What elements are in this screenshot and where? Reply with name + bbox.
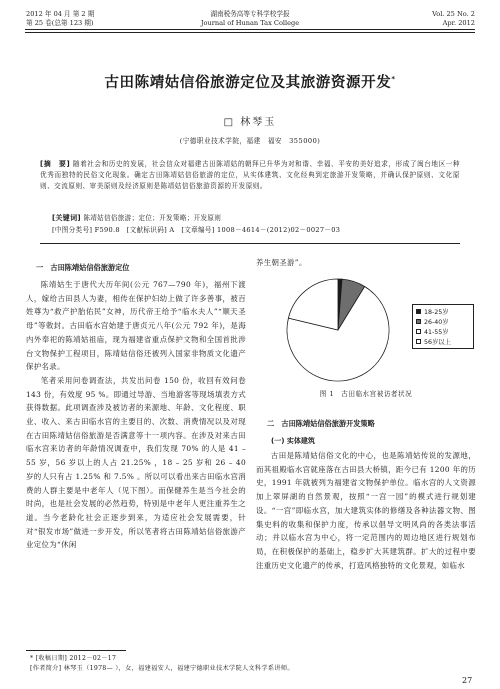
- abstract-text: 随着社会和历史的发展，社会信众对福建古田陈靖姑的朝拜已升华为对和谐、幸福、平安的美好追求，形成了闽台地区一种优秀而独特的民俗文化现象。确定古田陈靖姑信俗旅游的定位，从实体建筑、文化经典到定旅游开发策略，并确认保护原则、文化原则、交流原则、审美原则及经济原则是陈靖姑信俗旅游资源的开发原则。: [40, 160, 461, 190]
- header-journal-cn: 湖南税务高等专科学校学报: [210, 10, 290, 18]
- header-date-en: Apr. 2012: [442, 18, 475, 27]
- header-left: [26, 10, 166, 27]
- legend-swatch: [416, 319, 421, 324]
- keywords-label: [关键词]: [52, 214, 81, 222]
- legend-item: [416, 327, 470, 337]
- legend-swatch: [416, 339, 421, 344]
- right-column-body: [256, 449, 476, 572]
- section-2-heading: 二 古田陈靖姑信俗旅游开发策略: [267, 419, 375, 428]
- figure-1: [256, 272, 476, 384]
- footnote: [30, 654, 470, 674]
- legend-item: [416, 317, 470, 327]
- left-paragraph-1: 陈靖姑生于唐代大历年间(公元 767—790 年)，福州下渡人，嫁给古田县人为妻，相传在保护妇幼上做了许多善事，被百姓尊为“救产护胎佑民”女神，历代帝王给予“临水夫人”“顺天圣母”等敕封。古田临水宫始建于唐贞元八年(公元 792 年)，是海内外奉祀的陈靖姑祖庙，现为福建省重点保护文物和全国首批涉台文物保护工程项目，陈靖姑信俗还被列入国家非物质文化遗产保护名录。: [26, 280, 246, 372]
- legend-item: [416, 336, 470, 346]
- right-top-continuation: [256, 256, 476, 270]
- left-paragraph-2: 笔者采用问卷调查法，共发出问卷 150 份，收回有效问卷 143 份，有效度 95 %。即通过导游、当地游客等现场填表方式获得数据。此项调查涉及被访者的来源地、年龄、文化程度、职业、收入、来古田临水宫的主要目的、次数、消费情况以及对现在古田陈靖姑信俗旅游是否满意等十一项内容。在涉及对来古田临水宫来访者的年龄情况调查中，我们发现 70% 的人是 41 – 55 岁，56 岁以上的人占 21.25% ，18 – 25 岁和 26 – 40 岁的人只有占 1.25% 和 7.5% 。所以可以看出来古田临水宫消费的人群主要是中老年人（见下图）。而保健养生是当今社会的时尚，也是社会发展的必然趋势，特别是中老年人更注重养生之道。当今老龄化社会正逐步到来，为适应社会发展需要，针对“银发市场”做进一步开发，所以笔者将古田陈靖姑信俗旅游产业定位为“休闲: [26, 375, 246, 550]
- footnote-received-text: [收稿日期] 2012－02－17: [35, 655, 117, 662]
- header-journal-en: Journal of Hunan Tax College: [200, 18, 300, 27]
- section-1-heading: 一 古田陈靖姑信俗旅游定位: [36, 263, 130, 272]
- classification-line: [中图分类号] F590.8 [文献标识码] A [文章编号] 1008－4614－(2012)02－0027－03: [52, 226, 341, 234]
- article-title-text: 古田陈靖姑信俗旅游定位及其旅游资源开发: [104, 75, 392, 91]
- legend-swatch: [416, 329, 421, 334]
- footnote-received: [30, 654, 470, 664]
- legend-swatch: [416, 309, 421, 314]
- title-footnote-mark: *: [391, 75, 396, 84]
- footnote-mark: *: [30, 655, 34, 662]
- article-title: [0, 71, 500, 92]
- subsection-1-heading: (一) 实体建筑: [271, 437, 315, 445]
- abstract-label: [摘 要]: [40, 160, 71, 168]
- header-right: [335, 10, 475, 27]
- page-number: 27: [462, 676, 473, 685]
- legend-label: 18-25岁: [424, 309, 449, 317]
- figure-1-caption: 图 1 古田临水宫被访者状况: [319, 390, 413, 398]
- legend-label: 26-40岁: [424, 319, 449, 327]
- left-column-body: [26, 278, 246, 552]
- legend-label: 41-55岁: [424, 328, 449, 336]
- footnote-author-bio: [作者简介] 林琴玉（1978— ），女，福建福安人，福建宁德职业技术学院人文科学系讲师。: [30, 665, 294, 672]
- header-rule-thin: [25, 32, 475, 33]
- header-issue: 2012 年 04 月 第 2 期: [26, 10, 95, 18]
- author-affiliation: (宁德职业技术学院，福建 福安 355000): [179, 137, 321, 145]
- author-name: □ 林琴玉: [223, 117, 277, 128]
- legend-label: 56岁以上: [424, 338, 451, 346]
- header-volume: 第 25 卷(总第 123 期): [26, 18, 94, 27]
- header-center: [150, 10, 350, 27]
- header-vol-en: Vol. 25 No. 2: [432, 10, 475, 18]
- pie-legend: [412, 304, 474, 349]
- right-continuation-text: 养生朝圣游”。: [256, 258, 307, 267]
- header-rule-thick: [25, 29, 475, 30]
- abstract-rule: [40, 243, 460, 244]
- abstract: [40, 159, 460, 192]
- footnote-rule: [26, 650, 126, 651]
- right-paragraph-1: 古田是陈靖姑信俗文化的中心，也是陈靖姑传说的发源地，而其祖殿临水宫就座落在古田县大桥镇，距今已有 1200 年的历史，1991 年就被列为福建省文物保护单位。临水宫的人文资源加上翠屏湖的自然景观，按照“一宫一园”的模式进行规划建设。“一宫”即临水宫，加大建筑实体的修缮及各种法器文物、图集史料的收集和保护力度，传承以倡导文明风尚的各类法事活动；并以临水宫为中心，将一定范围内的周边地区进行规划布局，在积极保护的基础上，稳步扩大其建筑群。扩大的过程中要注重历史文化遗产的传承，打造风格独特的文化景观，如临水: [256, 451, 476, 570]
- legend-item: [416, 307, 470, 317]
- keywords: [52, 213, 472, 223]
- keywords-text: 陈靖姑信俗旅游；定位；开发策略；开发原则: [83, 214, 222, 222]
